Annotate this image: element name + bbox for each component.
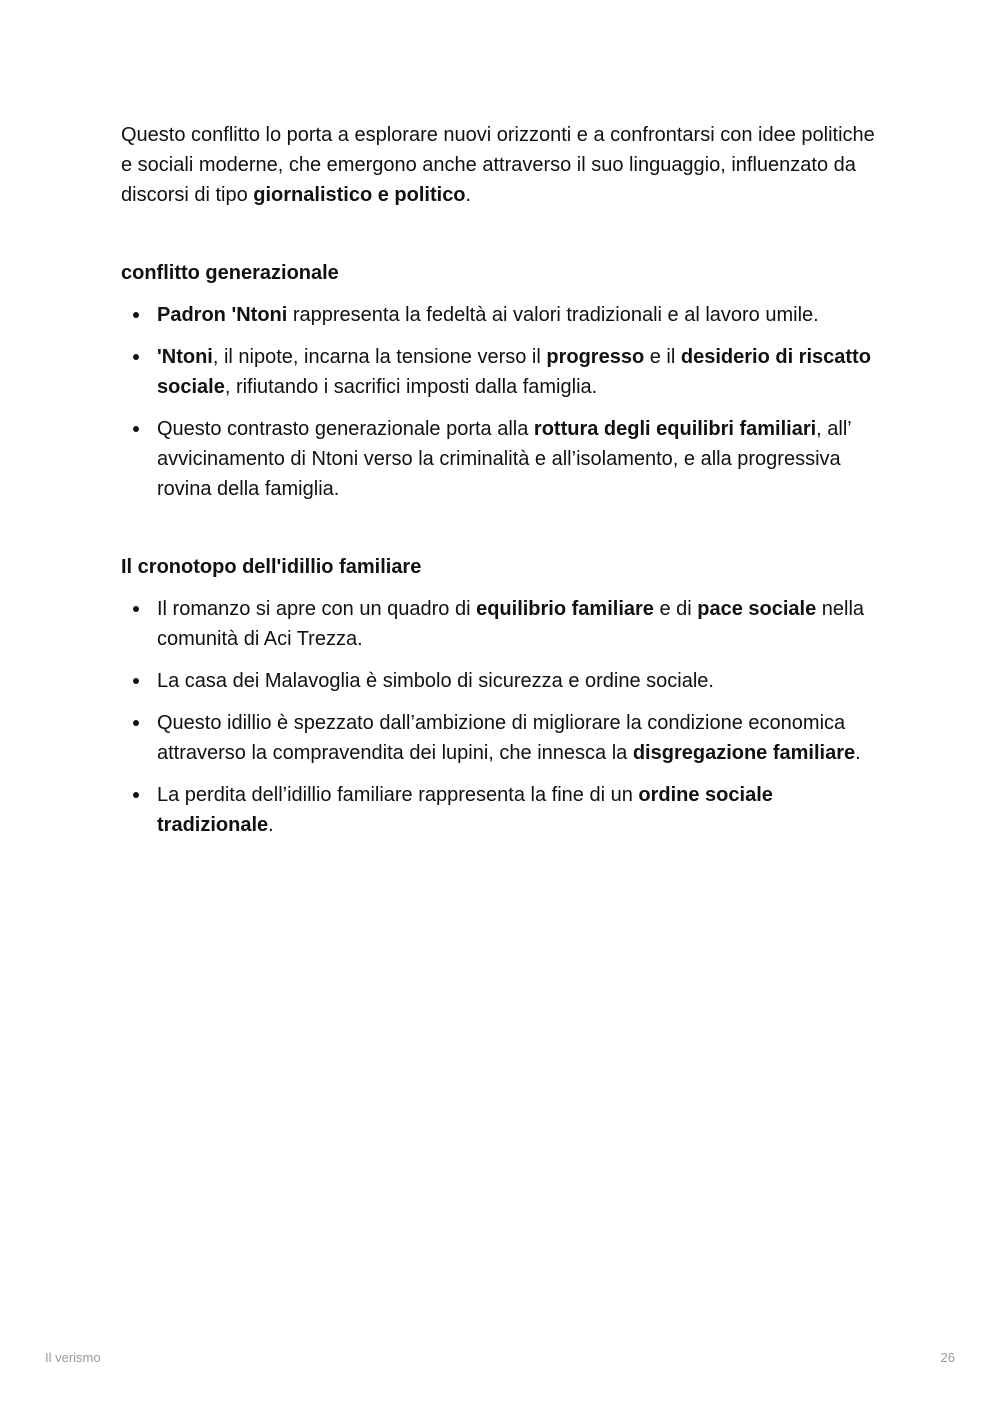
section-heading-cronotopo: Il cronotopo dell'idillio familiare bbox=[121, 556, 422, 578]
list-item bbox=[121, 666, 881, 696]
list-item bbox=[121, 342, 881, 402]
list-item-bold: rottura degli equilibri familiari bbox=[533, 418, 817, 440]
list-item bbox=[121, 780, 881, 840]
list-item-bold: equilibrio familiare bbox=[476, 598, 654, 620]
list-item-bold: progresso bbox=[546, 346, 645, 368]
list-item-text: rappresenta la fedeltà ai valori tradizionali e al lavoro umile. bbox=[287, 304, 819, 326]
list-item-text: nella comunità di Aci Trezza. bbox=[157, 598, 865, 650]
intro-text-end: . bbox=[465, 184, 472, 206]
list-item-text: , all’ avvicinamento di Ntoni verso la criminalità e all’isolamento, e alla progressiva rovina della famiglia. bbox=[157, 418, 851, 500]
list-item bbox=[121, 708, 881, 768]
section-list-conflitto bbox=[121, 300, 881, 504]
document-body bbox=[121, 120, 881, 852]
list-item-text: e di bbox=[653, 598, 698, 620]
footer-document-title: Il verismo bbox=[45, 1350, 101, 1365]
list-item-text: La perdita dell’idillio familiare rappresenta la fine di un bbox=[157, 784, 639, 806]
list-item-bold: disgregazione familiare bbox=[632, 742, 856, 764]
list-item-text: . bbox=[268, 814, 274, 836]
list-item-text: Questo idillio è spezzato dall’ambizione di migliorare la condizione economica attraverso la compravendita dei lupini, che innesca la bbox=[157, 712, 846, 764]
list-item bbox=[121, 300, 881, 330]
list-item-bold: 'Ntoni bbox=[157, 346, 213, 368]
footer-page-number: 26 bbox=[940, 1350, 955, 1365]
list-item-bold: ordine sociale tradizionale bbox=[157, 784, 773, 836]
list-item-text: Questo contrasto generazionale porta alla bbox=[157, 418, 534, 440]
intro-bold: giornalistico e politico bbox=[253, 184, 466, 206]
list-item bbox=[121, 594, 881, 654]
list-item-text: La casa dei Malavoglia è simbolo di sicurezza e ordine sociale. bbox=[157, 670, 714, 692]
intro-paragraph bbox=[121, 120, 881, 210]
intro-text: Questo conflitto lo porta a esplorare nuovi orizzonti e a confrontarsi con idee politiche e sociali moderne, che emergono anche attraverso il suo linguaggio, influenzato da discorsi di tipo bbox=[121, 124, 875, 206]
list-item-text: Il romanzo si apre con un quadro di bbox=[157, 598, 477, 620]
list-item-text: e il bbox=[644, 346, 681, 368]
list-item-bold: desiderio di riscatto sociale bbox=[157, 346, 871, 398]
list-item-text: , il nipote, incarna la tensione verso il bbox=[212, 346, 547, 368]
list-item-bold: pace sociale bbox=[697, 598, 817, 620]
list-item-bold: Padron 'Ntoni bbox=[157, 304, 288, 326]
list-item bbox=[121, 414, 881, 504]
list-item-text: . bbox=[855, 742, 861, 764]
section-heading-conflitto: conflitto generazionale bbox=[121, 262, 339, 284]
section-list-cronotopo bbox=[121, 594, 881, 840]
list-item-text: , rifiutando i sacrifici imposti dalla famiglia. bbox=[224, 376, 598, 398]
